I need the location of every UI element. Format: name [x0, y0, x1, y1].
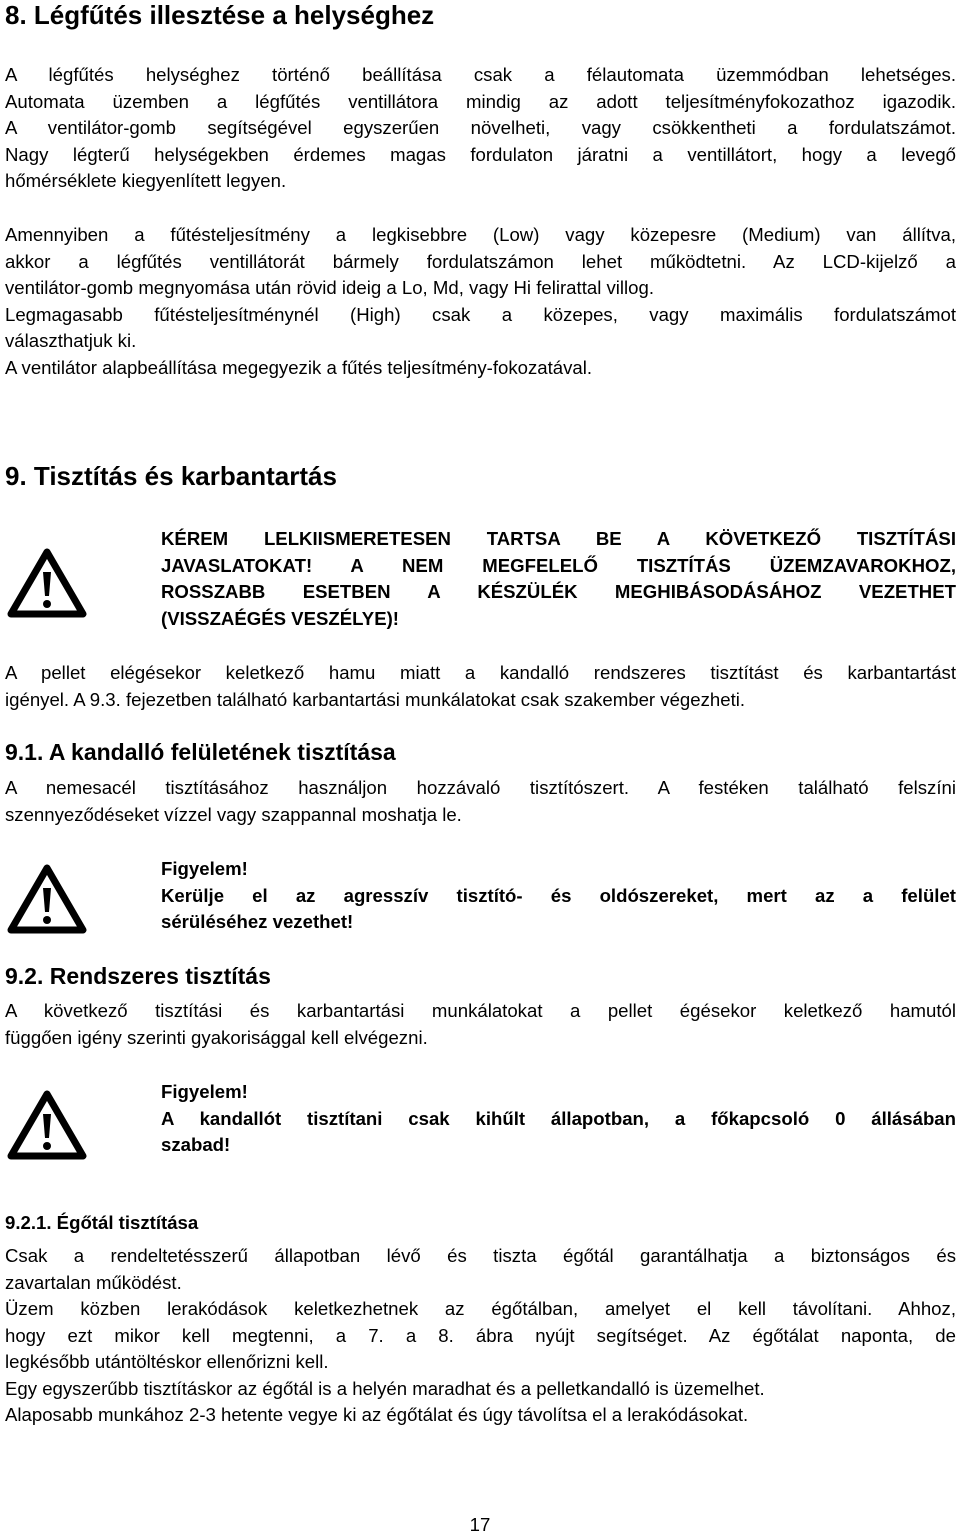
section-9-2-1-title: 9.2.1. Égőtál tisztítása: [5, 1212, 199, 1233]
warning-line: ROSSZABB ESETBEN A KÉSZÜLÉK MEGHIBÁSODÁSÁHOZ VEZETHET: [161, 581, 956, 602]
section-9-1-title: 9.1. A kandalló felületének tisztítása: [5, 739, 396, 765]
warning-line: JAVASLATOKAT! A NEM MEGFELELŐ TISZTÍTÁS ÜZEMZAVAROKHOZ,: [161, 554, 956, 576]
text-line: hőmérséklete kiegyenlített legyen.: [5, 170, 287, 191]
text-line: választhatjuk ki.: [5, 330, 137, 351]
page-number: 17: [469, 1514, 491, 1535]
text-line: A ventilátor-gomb segítségével egyszerűen növelheti, vagy csökkentheti a fordulatszámot.: [5, 117, 956, 138]
warning-line: (VISSZAÉGÉS VESZÉLYE)!: [161, 607, 399, 629]
section-9-title: 9. Tisztítás és karbantartás: [5, 461, 337, 491]
text-line: zavartalan működést.: [5, 1271, 182, 1293]
warning-line: A kandallót tisztítani csak kihűlt állapotban, a főkapcsoló 0 állásában: [161, 1107, 956, 1129]
text-line: szennyeződéseket vízzel vagy szappannal moshatja le.: [5, 803, 462, 825]
warning-line: sérüléséhez vezethet!: [161, 911, 354, 932]
text-line: Nagy légterű helységekben érdemes magas fordulaton járatni a ventillátort, hogy a levegő: [5, 143, 956, 165]
text-line: ventilátor-gomb megnyomása után rövid ideig a Lo, Md, vagy Hi felirattal villog.: [5, 277, 655, 298]
section-8-paragraph-1: [5, 62, 956, 195]
text-line: legkésőbb utántöltéskor ellenőrizni kell.: [5, 1351, 329, 1372]
text-line: A ventilátor alapbeállítása megegyezik a fűtés teljesítmény-fokozatával.: [5, 356, 593, 378]
text-line: A pellet elégésekor keletkező hamu miatt a kandalló rendszeres tisztítást és karbantartást: [5, 662, 956, 683]
text-line: igényel. A 9.3. fejezetben található karbantartási munkálatokat csak szakember végezheti.: [5, 688, 746, 710]
section-9-2-warning: [161, 1079, 956, 1159]
section-9-1-warning: [161, 856, 956, 936]
section-9-2-1-text: [5, 1243, 956, 1429]
warning-triangle-icon: [7, 548, 87, 620]
warning-triangle-icon: [7, 864, 87, 936]
text-line: Egy egyszerűbb tisztításkor az égőtál is a helyén maradhat és a pelletkandalló is üzemelhet.: [5, 1377, 765, 1399]
text-line: Legmagasabb fűtésteljesítménynél (High) csak a közepes, vagy maximális fordulatszámot: [5, 303, 956, 325]
text-line: Alaposabb munkához 2-3 hetente vegye ki az égőtálat és úgy távolítsa el a lerakódásokat.: [5, 1404, 749, 1425]
warning-line: Figyelem!: [161, 858, 248, 879]
text-line: Üzem közben lerakódások keletkezhetnek az égőtálban, amelyet el kell távolítani. Ahhoz,: [5, 1298, 956, 1319]
text-line: Automata üzemben a légfűtés ventillátora mindig az adott teljesítményfokozathoz igazodik.: [5, 90, 956, 112]
text-line: függően igény szerinti gyakorisággal kell elvégezni.: [5, 1026, 428, 1048]
text-line: Csak a rendeltetésszerű állapotban lévő és tiszta égőtál garantálhatja a biztonságos és: [5, 1245, 956, 1266]
warning-line: Figyelem!: [161, 1081, 248, 1102]
text-line: Amennyiben a fűtésteljesítmény a legkisebbre (Low) vagy közepesre (Medium) van állítva,: [5, 224, 956, 245]
section-9-intro: [5, 660, 956, 713]
warning-line: szabad!: [161, 1134, 231, 1155]
text-line: hogy ezt mikor kell megtenni, a 7. a 8. ábra nyújt segítséget. Az égőtálat naponta, de: [5, 1324, 956, 1346]
text-line: A nemesacél tisztításához használjon hozzávaló tisztítószert. A festéken található felszíni: [5, 777, 956, 798]
section-9-1-text: [5, 775, 956, 828]
warning-line: KÉREM LELKIISMERETESEN TARTSA BE A KÖVETKEZŐ TISZTÍTÁSI: [161, 528, 956, 549]
text-line: A légfűtés helységhez történő beállítása csak a félautomata üzemmódban lehetséges.: [5, 64, 956, 85]
section-9-2-title: 9.2. Rendszeres tisztítás: [5, 963, 271, 989]
text-line: A következő tisztítási és karbantartási munkálatokat a pellet égésekor keletkező hamutól: [5, 1000, 956, 1021]
section-9-2-text: [5, 998, 956, 1051]
section-8-paragraph-2: [5, 222, 956, 381]
warning-triangle-icon: [7, 1090, 87, 1162]
section-8-title: 8. Légfűtés illesztése a helységhez: [5, 0, 435, 30]
warning-line: Kerülje el az agresszív tisztító- és oldószereket, mert az a felület: [161, 884, 956, 906]
section-9-warning: [161, 526, 956, 632]
text-line: akkor a légfűtés ventillátorát bármely fordulatszámon lehet működtetni. Az LCD-kijelző a: [5, 250, 956, 272]
